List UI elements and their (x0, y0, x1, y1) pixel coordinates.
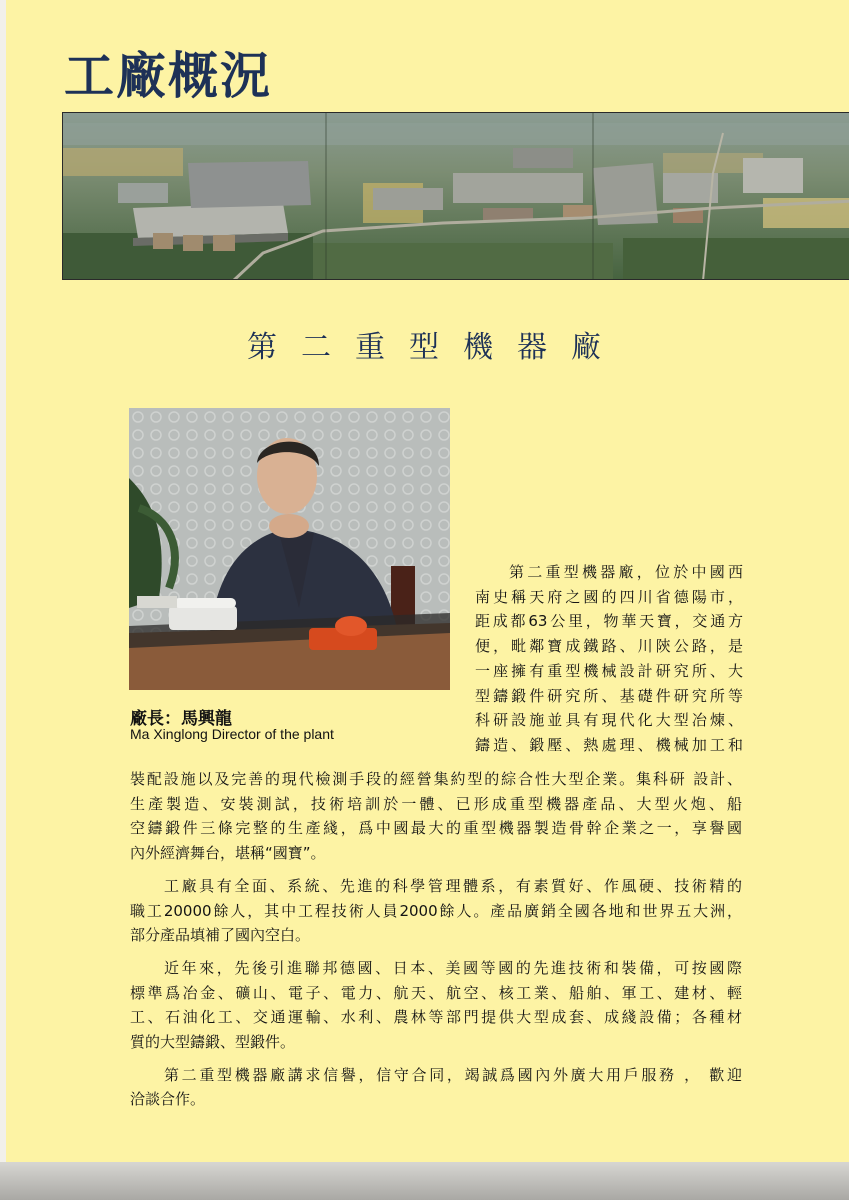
scan-bottom-edge (0, 1162, 849, 1200)
text-line: 質的大型鑄鍛、型鍛件。 (130, 1033, 296, 1052)
text-line: 裝配設施以及完善的現代檢測手段的經營集約型的綜合性大型企業。集科研 設計、 (130, 770, 742, 788)
intro-paragraph-right-column (475, 560, 743, 758)
paragraph-3 (130, 956, 742, 1055)
text-line: 標準爲冶金、礦山、電子、電力、航天、航空、核工業、船舶、軍工、建材、輕 (130, 983, 742, 1002)
text-line: 空鑄鍛件三條完整的生產綫，爲中國最大的重型機器製造骨幹企業之一，享譽國 (130, 819, 742, 838)
text-line: 距成都63公里，物華天寶，交通方 (475, 612, 743, 631)
text-line: 便，毗鄰寶成鐵路、川陝公路，是 (475, 637, 743, 656)
text-line: 生產製造、安裝測試，技術培訓於一體、已形成重型機器產品、大型火炮、船 (130, 794, 742, 813)
text-line: 南史稱天府之國的四川省德陽市， (475, 587, 743, 606)
paragraph-1 (130, 767, 742, 866)
director-caption-chinese: 廠長：馬興龍 (130, 709, 232, 729)
text-line: 第二重型機器廠，位於中國西 (509, 563, 743, 581)
text-line: 部分產品填補了國內空白。 (130, 926, 311, 945)
plant-name-heading: 第二重型機器廠 (247, 330, 625, 365)
director-portrait-photo (129, 408, 450, 690)
portrait-illustration (129, 408, 450, 690)
text-line: 第二重型機器廠講求信譽，信守合同，竭誠爲國內外廣大用戶服務 ， 歡迎 (164, 1065, 742, 1084)
text-line: 型鑄鍛件研究所、基礎件研究所等 (475, 686, 743, 705)
text-line: 鑄造、鍛壓、熱處理、機械加工和 (475, 735, 743, 754)
body-text (130, 767, 742, 1112)
text-line: 職工20000餘人，其中工程技術人員2000餘人。產品廣銷全國各地和世界五大洲， (130, 901, 742, 920)
paragraph-4 (130, 1063, 742, 1112)
paragraph-2 (130, 874, 742, 948)
aerial-photo-illustration (63, 113, 849, 280)
text-line: 科研設施並具有現代化大型冶煉、 (475, 711, 743, 730)
text-line: 洽談合作。 (130, 1090, 206, 1109)
text-line: 工廠具有全面、系統、先進的科學管理體系，有素質好、作風硬、技術精的 (164, 876, 742, 895)
text-line: 近年來，先後引進聯邦德國、日本、美國等國的先進技術和裝備，可按國際 (164, 958, 742, 977)
text-line: 一座擁有重型機械設計研究所、大 (475, 661, 743, 680)
page-title: 工廠概況 (64, 46, 272, 105)
text-line: 內外經濟舞台，堪稱“國寶”。 (130, 844, 326, 863)
text-line: 工、石油化工、交通運輸、水利、農林等部門提供大型成套、成綫設備；各種材 (130, 1008, 742, 1027)
director-caption-english: Ma Xinglong Director of the plant (130, 726, 334, 742)
aerial-photo-factory (62, 112, 849, 280)
